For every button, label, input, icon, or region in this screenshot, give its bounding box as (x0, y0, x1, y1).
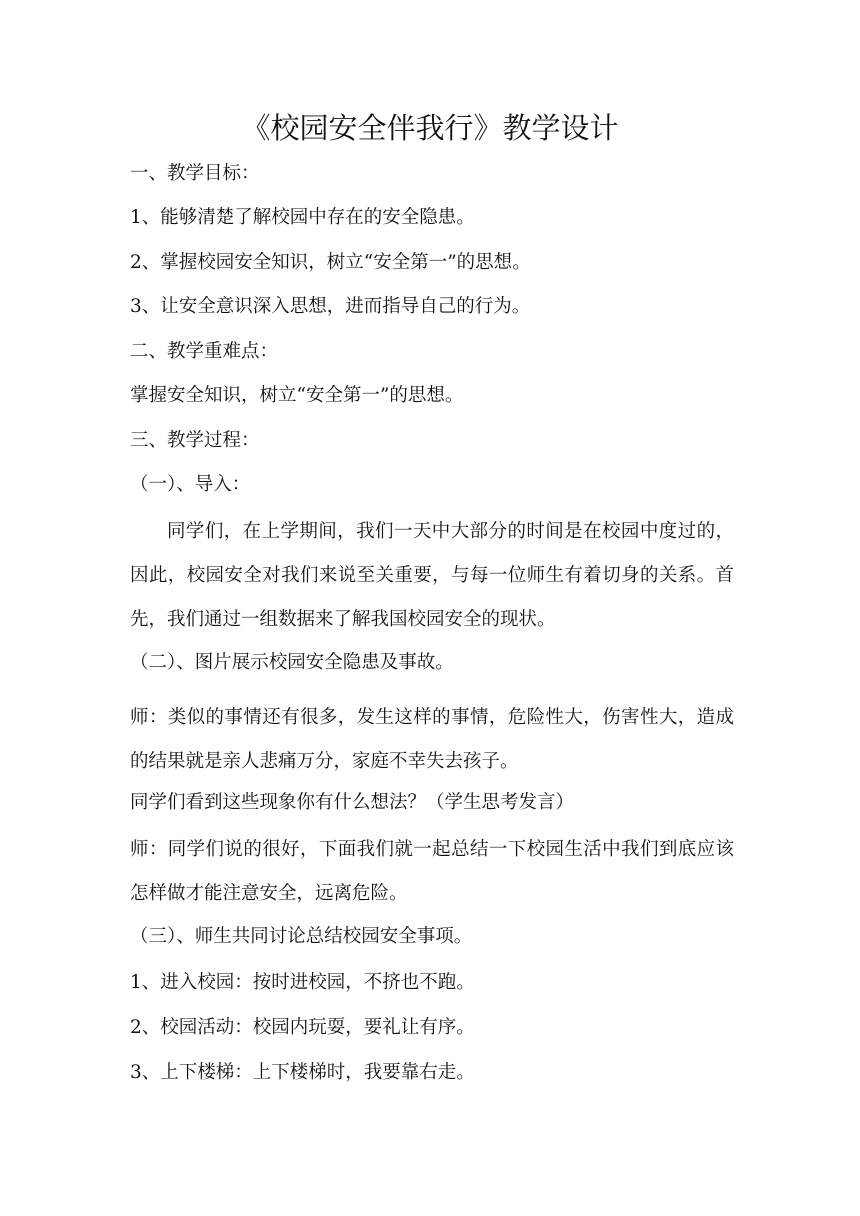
question-text: 同学们看到这些现象你有什么想法？（学生思考发言） (130, 792, 575, 813)
goal-item-1: 1、能够清楚了解校园中存在的安全隐患。 (130, 207, 475, 228)
safety-item-2: 2、校园活动：校园内玩耍，要礼让有序。 (130, 1017, 475, 1038)
key-points-heading: 二、教学重难点： (130, 341, 279, 362)
part1-heading: （一）、导入： (130, 474, 251, 495)
process-heading: 三、教学过程： (130, 430, 260, 451)
part3-heading: （三）、师生共同讨论总结校园安全事项。 (130, 926, 473, 947)
goal-item-2: 2、掌握校园安全知识，树立“安全第一”的思想。 (130, 252, 531, 273)
teacher-remark-1: 师：类似的事情还有很多，发生这样的事情，危险性大，伤害性大，造成的结果就是亲人悲痛万分，家庭不幸失去孩子。 (130, 707, 734, 772)
safety-item-3: 3、上下楼梯：上下楼梯时，我要靠右走。 (130, 1062, 475, 1083)
safety-item-1: 1、进入校园：按时进校园，不挤也不跑。 (130, 972, 475, 993)
goals-heading: 一、教学目标： (130, 163, 260, 184)
goal-item-3: 3、让安全意识深入思想，进而指导自己的行为。 (130, 296, 531, 317)
teacher-remark-2: 师：同学们说的很好，下面我们就一起总结一下校园生活中我们到底应该怎样做才能注意安全，远离危险。 (130, 839, 734, 904)
key-points-text: 掌握安全知识，树立“安全第一”的思想。 (130, 385, 464, 406)
part2-heading: （二）、图片展示校园安全隐患及事故。 (130, 652, 454, 673)
intro-paragraph: 同学们，在上学期间，我们一天中大部分的时间是在校园中度过的，因此，校园安全对我们来说至关重要，与每一位师生有着切身的关系。首先，我们通过一组数据来了解我国校园安全的现状。 (130, 521, 734, 630)
document-title: 《校园安全伴我行》教学设计 (241, 111, 619, 145)
